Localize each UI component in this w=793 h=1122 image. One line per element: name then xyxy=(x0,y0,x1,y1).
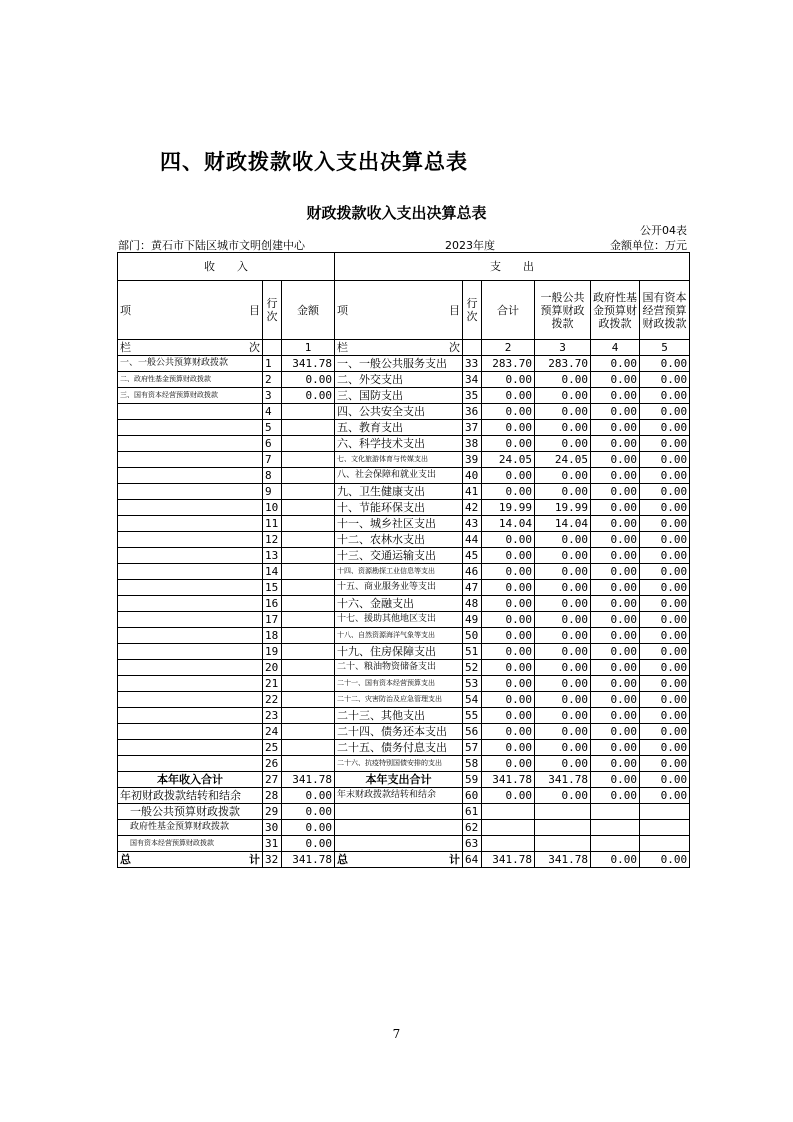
income-row-no: 20 xyxy=(263,660,282,676)
state-capital-amount: 0.00 xyxy=(640,372,690,388)
gov-fund-amount: 0.00 xyxy=(591,612,640,628)
gov-fund-amount: 0.00 xyxy=(591,532,640,548)
annual-total-row: 本年收入合计 27 341.78 本年支出合计 59 341.78 341.78 0.00 0.00 xyxy=(118,772,690,788)
expense-item: 十七、援助其他地区支出 xyxy=(335,612,463,628)
income-item xyxy=(118,724,263,740)
income-amount xyxy=(282,436,335,452)
expense-item: 十三、交通运输支出 xyxy=(335,548,463,564)
income-row-no: 7 xyxy=(263,452,282,468)
income-amount xyxy=(282,532,335,548)
income-row-no: 6 xyxy=(263,436,282,452)
state-capital-amount: 0.00 xyxy=(640,756,690,772)
carryover-gov-fund-row: 政府性基金预算财政拨款 30 0.00 62 xyxy=(118,820,690,836)
general-budget-amount: 0.00 xyxy=(535,708,591,724)
column-index-row: 栏 次 1 栏 次 2 3 4 5 xyxy=(118,340,690,356)
income-amount: 0.00 xyxy=(282,372,335,388)
income-item xyxy=(118,516,263,532)
general-budget-header: 一般公共预算财政拨款 xyxy=(535,281,591,340)
expense-header: 支 出 xyxy=(335,253,690,281)
income-amount xyxy=(282,740,335,756)
income-amount xyxy=(282,596,335,612)
income-item xyxy=(118,580,263,596)
general-budget-amount: 0.00 xyxy=(535,388,591,404)
section-header-row xyxy=(118,253,690,281)
state-capital-amount: 0.00 xyxy=(640,612,690,628)
total-header: 合计 xyxy=(482,281,535,340)
expense-row-no: 54 xyxy=(463,692,482,708)
gov-fund-amount: 0.00 xyxy=(591,516,640,532)
state-capital-amount: 0.00 xyxy=(640,404,690,420)
income-row-no: 12 xyxy=(263,532,282,548)
income-amount xyxy=(282,724,335,740)
state-capital-amount: 0.00 xyxy=(640,740,690,756)
gov-fund-amount: 0.00 xyxy=(591,404,640,420)
table-row xyxy=(118,580,690,596)
expense-total: 0.00 xyxy=(482,404,535,420)
income-amount xyxy=(282,452,335,468)
page-number: 7 xyxy=(392,1027,401,1041)
table-row xyxy=(118,628,690,644)
expense-row-no: 57 xyxy=(463,740,482,756)
income-row-no: 25 xyxy=(263,740,282,756)
income-amount xyxy=(282,628,335,644)
carryover-state-capital-row: 国有资本经营预算财政拨款 31 0.00 63 xyxy=(118,836,690,852)
gov-fund-amount: 0.00 xyxy=(591,356,640,372)
general-budget-amount: 0.00 xyxy=(535,372,591,388)
expense-item: 一、一般公共服务支出 xyxy=(335,356,463,372)
gov-fund-amount: 0.00 xyxy=(591,692,640,708)
expense-item: 五、教育支出 xyxy=(335,420,463,436)
expense-row-no: 51 xyxy=(463,644,482,660)
income-amount xyxy=(282,516,335,532)
general-budget-amount: 0.00 xyxy=(535,580,591,596)
unit-label: 金额单位：万元 xyxy=(610,239,687,252)
gov-fund-amount: 0.00 xyxy=(591,388,640,404)
general-budget-amount: 0.00 xyxy=(535,564,591,580)
income-amount: 341.78 xyxy=(282,356,335,372)
expense-total: 283.70 xyxy=(482,356,535,372)
table-row xyxy=(118,356,690,372)
income-item xyxy=(118,452,263,468)
gov-fund-amount: 0.00 xyxy=(591,500,640,516)
expense-row-no: 53 xyxy=(463,676,482,692)
gov-fund-amount: 0.00 xyxy=(591,564,640,580)
expense-total: 0.00 xyxy=(482,548,535,564)
table-row xyxy=(118,644,690,660)
expense-row-no: 56 xyxy=(463,724,482,740)
expense-item: 十二、农林水支出 xyxy=(335,532,463,548)
table-row xyxy=(118,484,690,500)
income-row-no: 16 xyxy=(263,596,282,612)
expense-row-no: 41 xyxy=(463,484,482,500)
table-row xyxy=(118,516,690,532)
income-row-no: 22 xyxy=(263,692,282,708)
income-amount xyxy=(282,676,335,692)
state-capital-amount: 0.00 xyxy=(640,644,690,660)
table-row xyxy=(118,372,690,388)
table-row xyxy=(118,708,690,724)
income-item xyxy=(118,436,263,452)
table-row xyxy=(118,564,690,580)
expense-total: 0.00 xyxy=(482,708,535,724)
expense-row-no: 33 xyxy=(463,356,482,372)
expense-item: 二十二、灾害防治及应急管理支出 xyxy=(335,692,463,708)
income-item xyxy=(118,500,263,516)
income-item xyxy=(118,644,263,660)
expense-item: 十九、住房保障支出 xyxy=(335,644,463,660)
income-row-no-header: 行次 xyxy=(263,281,282,340)
final-accounts-table xyxy=(117,252,690,868)
state-capital-amount: 0.00 xyxy=(640,580,690,596)
state-capital-amount: 0.00 xyxy=(640,484,690,500)
state-capital-amount: 0.00 xyxy=(640,356,690,372)
general-budget-amount: 24.05 xyxy=(535,452,591,468)
gov-fund-header: 政府性基金预算财政拨款 xyxy=(591,281,640,340)
expense-row-no: 35 xyxy=(463,388,482,404)
expense-row-no: 42 xyxy=(463,500,482,516)
expense-item: 十五、商业服务业等支出 xyxy=(335,580,463,596)
table-row xyxy=(118,676,690,692)
income-item xyxy=(118,548,263,564)
income-item xyxy=(118,612,263,628)
expense-row-no: 36 xyxy=(463,404,482,420)
general-budget-amount: 0.00 xyxy=(535,628,591,644)
general-budget-amount: 0.00 xyxy=(535,484,591,500)
income-item xyxy=(118,468,263,484)
general-budget-amount: 0.00 xyxy=(535,724,591,740)
expense-row-no: 49 xyxy=(463,612,482,628)
income-amount xyxy=(282,756,335,772)
income-amount xyxy=(282,692,335,708)
gov-fund-amount: 0.00 xyxy=(591,708,640,724)
grand-total-row: 总 计 32 341.78 总 计 64 341.78 341.78 0.00 0.00 xyxy=(118,852,690,868)
table-row xyxy=(118,724,690,740)
expense-row-no: 43 xyxy=(463,516,482,532)
expense-total: 24.05 xyxy=(482,452,535,468)
state-capital-amount: 0.00 xyxy=(640,452,690,468)
expense-total: 0.00 xyxy=(482,436,535,452)
income-amount xyxy=(282,644,335,660)
state-capital-amount: 0.00 xyxy=(640,516,690,532)
expense-row-no: 50 xyxy=(463,628,482,644)
general-budget-amount: 0.00 xyxy=(535,404,591,420)
carryover-row: 年初财政拨款结转和结余 28 0.00 年末财政拨款结转和结余 60 0.00 0.00 0.00 0.00 xyxy=(118,788,690,804)
expense-total: 14.04 xyxy=(482,516,535,532)
state-capital-amount: 0.00 xyxy=(640,628,690,644)
income-item xyxy=(118,660,263,676)
gov-fund-amount: 0.00 xyxy=(591,676,640,692)
income-row-no: 5 xyxy=(263,420,282,436)
table-row xyxy=(118,532,690,548)
general-budget-amount: 14.04 xyxy=(535,516,591,532)
expense-item: 七、文化旅游体育与传媒支出 xyxy=(335,452,463,468)
gov-fund-amount: 0.00 xyxy=(591,420,640,436)
income-item xyxy=(118,676,263,692)
page-heading: 四、财政拨款收入支出决算总表 xyxy=(160,150,468,174)
income-item xyxy=(118,420,263,436)
income-item xyxy=(118,740,263,756)
income-item xyxy=(118,564,263,580)
gov-fund-amount: 0.00 xyxy=(591,548,640,564)
income-item: 三、国有资本经营预算财政拨款 xyxy=(118,388,263,404)
column-header-row xyxy=(118,281,690,340)
income-row-no: 24 xyxy=(263,724,282,740)
table-row xyxy=(118,612,690,628)
expense-total: 0.00 xyxy=(482,420,535,436)
table-row xyxy=(118,756,690,772)
expense-item: 二十、粮油物资储备支出 xyxy=(335,660,463,676)
expense-item: 二十四、债务还本支出 xyxy=(335,724,463,740)
income-row-no: 8 xyxy=(263,468,282,484)
gov-fund-amount: 0.00 xyxy=(591,644,640,660)
income-amount xyxy=(282,708,335,724)
general-budget-amount: 0.00 xyxy=(535,420,591,436)
expense-item: 十、节能环保支出 xyxy=(335,500,463,516)
state-capital-amount: 0.00 xyxy=(640,548,690,564)
state-capital-amount: 0.00 xyxy=(640,436,690,452)
general-budget-amount: 0.00 xyxy=(535,740,591,756)
income-amount xyxy=(282,484,335,500)
expense-item: 十四、资源勘探工业信息等支出 xyxy=(335,564,463,580)
expense-item: 二十一、国有资本经营预算支出 xyxy=(335,676,463,692)
general-budget-amount: 0.00 xyxy=(535,612,591,628)
state-capital-amount: 0.00 xyxy=(640,724,690,740)
general-budget-amount: 0.00 xyxy=(535,548,591,564)
expense-row-no: 37 xyxy=(463,420,482,436)
state-capital-amount: 0.00 xyxy=(640,388,690,404)
general-budget-amount: 0.00 xyxy=(535,692,591,708)
expense-item: 十一、城乡社区支出 xyxy=(335,516,463,532)
income-row-no: 19 xyxy=(263,644,282,660)
income-amount-header: 金额 xyxy=(282,281,335,340)
expense-row-no: 44 xyxy=(463,532,482,548)
general-budget-amount: 0.00 xyxy=(535,436,591,452)
gov-fund-amount: 0.00 xyxy=(591,484,640,500)
table-row xyxy=(118,740,690,756)
expense-item: 九、卫生健康支出 xyxy=(335,484,463,500)
income-amount xyxy=(282,548,335,564)
income-item xyxy=(118,532,263,548)
table-row xyxy=(118,500,690,516)
expense-row-no: 34 xyxy=(463,372,482,388)
expense-item: 三、国防支出 xyxy=(335,388,463,404)
gov-fund-amount: 0.00 xyxy=(591,596,640,612)
income-row-no: 15 xyxy=(263,580,282,596)
income-row-no: 1 xyxy=(263,356,282,372)
gov-fund-amount: 0.00 xyxy=(591,468,640,484)
income-item: 一、一般公共预算财政拨款 xyxy=(118,356,263,372)
expense-total: 0.00 xyxy=(482,724,535,740)
income-header: 收 入 xyxy=(118,253,335,281)
expense-row-no: 40 xyxy=(463,468,482,484)
income-row-no: 14 xyxy=(263,564,282,580)
income-row-no: 10 xyxy=(263,500,282,516)
expense-row-no: 45 xyxy=(463,548,482,564)
income-amount xyxy=(282,468,335,484)
income-row-no: 17 xyxy=(263,612,282,628)
expense-total: 0.00 xyxy=(482,468,535,484)
expense-item: 二十六、抗疫特别国债安排的支出 xyxy=(335,756,463,772)
expense-row-no: 48 xyxy=(463,596,482,612)
general-budget-amount: 0.00 xyxy=(535,532,591,548)
expense-row-no: 52 xyxy=(463,660,482,676)
income-amount xyxy=(282,564,335,580)
income-row-no: 3 xyxy=(263,388,282,404)
general-budget-amount: 0.00 xyxy=(535,676,591,692)
table-row xyxy=(118,404,690,420)
expense-total: 0.00 xyxy=(482,628,535,644)
state-capital-header: 国有资本经营预算财政拨款 xyxy=(640,281,690,340)
income-row-no: 11 xyxy=(263,516,282,532)
income-item xyxy=(118,628,263,644)
expense-total: 0.00 xyxy=(482,644,535,660)
income-item xyxy=(118,756,263,772)
gov-fund-amount: 0.00 xyxy=(591,580,640,596)
expense-total: 0.00 xyxy=(482,692,535,708)
expense-row-no-header: 行次 xyxy=(463,281,482,340)
income-row-no: 21 xyxy=(263,676,282,692)
expense-item: 二十五、债务付息支出 xyxy=(335,740,463,756)
general-budget-amount: 283.70 xyxy=(535,356,591,372)
expense-row-no: 47 xyxy=(463,580,482,596)
expense-item: 四、公共安全支出 xyxy=(335,404,463,420)
income-amount xyxy=(282,500,335,516)
income-row-no: 26 xyxy=(263,756,282,772)
gov-fund-amount: 0.00 xyxy=(591,660,640,676)
income-item xyxy=(118,404,263,420)
expense-total: 0.00 xyxy=(482,484,535,500)
state-capital-amount: 0.00 xyxy=(640,564,690,580)
table-row xyxy=(118,468,690,484)
income-item xyxy=(118,596,263,612)
state-capital-amount: 0.00 xyxy=(640,468,690,484)
gov-fund-amount: 0.00 xyxy=(591,724,640,740)
gov-fund-amount: 0.00 xyxy=(591,372,640,388)
expense-total: 0.00 xyxy=(482,532,535,548)
expense-total: 0.00 xyxy=(482,740,535,756)
expense-total: 0.00 xyxy=(482,676,535,692)
expense-total: 19.99 xyxy=(482,500,535,516)
table-row xyxy=(118,388,690,404)
income-amount xyxy=(282,660,335,676)
general-budget-amount: 0.00 xyxy=(535,644,591,660)
year-label: 2023年度 xyxy=(445,239,495,252)
expense-row-no: 55 xyxy=(463,708,482,724)
table-title: 财政拨款收入支出决算总表 xyxy=(306,204,487,222)
income-row-no: 18 xyxy=(263,628,282,644)
expense-item: 十八、自然资源海洋气象等支出 xyxy=(335,628,463,644)
form-number: 公开04表 xyxy=(640,224,687,237)
carryover-general-row: 一般公共预算财政拨款 29 0.00 61 xyxy=(118,804,690,820)
expense-total: 0.00 xyxy=(482,372,535,388)
table-row xyxy=(118,436,690,452)
state-capital-amount: 0.00 xyxy=(640,596,690,612)
income-amount xyxy=(282,612,335,628)
table-row xyxy=(118,692,690,708)
expense-item: 六、科学技术支出 xyxy=(335,436,463,452)
general-budget-amount: 19.99 xyxy=(535,500,591,516)
general-budget-amount: 0.00 xyxy=(535,468,591,484)
state-capital-amount: 0.00 xyxy=(640,500,690,516)
expense-total: 0.00 xyxy=(482,580,535,596)
gov-fund-amount: 0.00 xyxy=(591,628,640,644)
expense-total: 0.00 xyxy=(482,564,535,580)
gov-fund-amount: 0.00 xyxy=(591,756,640,772)
income-row-no: 13 xyxy=(263,548,282,564)
table-row xyxy=(118,548,690,564)
department-label: 部门：黄石市下陆区城市文明创建中心 xyxy=(118,239,305,252)
table-row xyxy=(118,452,690,468)
expense-row-no: 39 xyxy=(463,452,482,468)
expense-item: 八、社会保障和就业支出 xyxy=(335,468,463,484)
general-budget-amount: 0.00 xyxy=(535,756,591,772)
gov-fund-amount: 0.00 xyxy=(591,740,640,756)
table-row xyxy=(118,420,690,436)
state-capital-amount: 0.00 xyxy=(640,420,690,436)
table-row xyxy=(118,596,690,612)
table-row xyxy=(118,660,690,676)
income-item xyxy=(118,708,263,724)
general-budget-amount: 0.00 xyxy=(535,660,591,676)
expense-item-header: 项 目 xyxy=(335,281,463,340)
income-amount xyxy=(282,420,335,436)
expense-item: 二、外交支出 xyxy=(335,372,463,388)
expense-row-no: 46 xyxy=(463,564,482,580)
income-item xyxy=(118,484,263,500)
expense-item: 十六、金融支出 xyxy=(335,596,463,612)
general-budget-amount: 0.00 xyxy=(535,596,591,612)
income-row-no: 4 xyxy=(263,404,282,420)
income-row-no: 2 xyxy=(263,372,282,388)
income-item xyxy=(118,692,263,708)
state-capital-amount: 0.00 xyxy=(640,708,690,724)
expense-item: 二十三、其他支出 xyxy=(335,708,463,724)
income-item-header: 项 目 xyxy=(118,281,263,340)
state-capital-amount: 0.00 xyxy=(640,676,690,692)
expense-total: 0.00 xyxy=(482,388,535,404)
expense-row-no: 58 xyxy=(463,756,482,772)
expense-row-no: 38 xyxy=(463,436,482,452)
income-amount xyxy=(282,404,335,420)
expense-total: 0.00 xyxy=(482,612,535,628)
expense-total: 0.00 xyxy=(482,596,535,612)
income-row-no: 23 xyxy=(263,708,282,724)
income-item: 二、政府性基金预算财政拨款 xyxy=(118,372,263,388)
expense-total: 0.00 xyxy=(482,756,535,772)
expense-total: 0.00 xyxy=(482,660,535,676)
income-row-no: 9 xyxy=(263,484,282,500)
gov-fund-amount: 0.00 xyxy=(591,452,640,468)
income-amount xyxy=(282,580,335,596)
state-capital-amount: 0.00 xyxy=(640,532,690,548)
income-amount: 0.00 xyxy=(282,388,335,404)
state-capital-amount: 0.00 xyxy=(640,660,690,676)
state-capital-amount: 0.00 xyxy=(640,692,690,708)
gov-fund-amount: 0.00 xyxy=(591,436,640,452)
